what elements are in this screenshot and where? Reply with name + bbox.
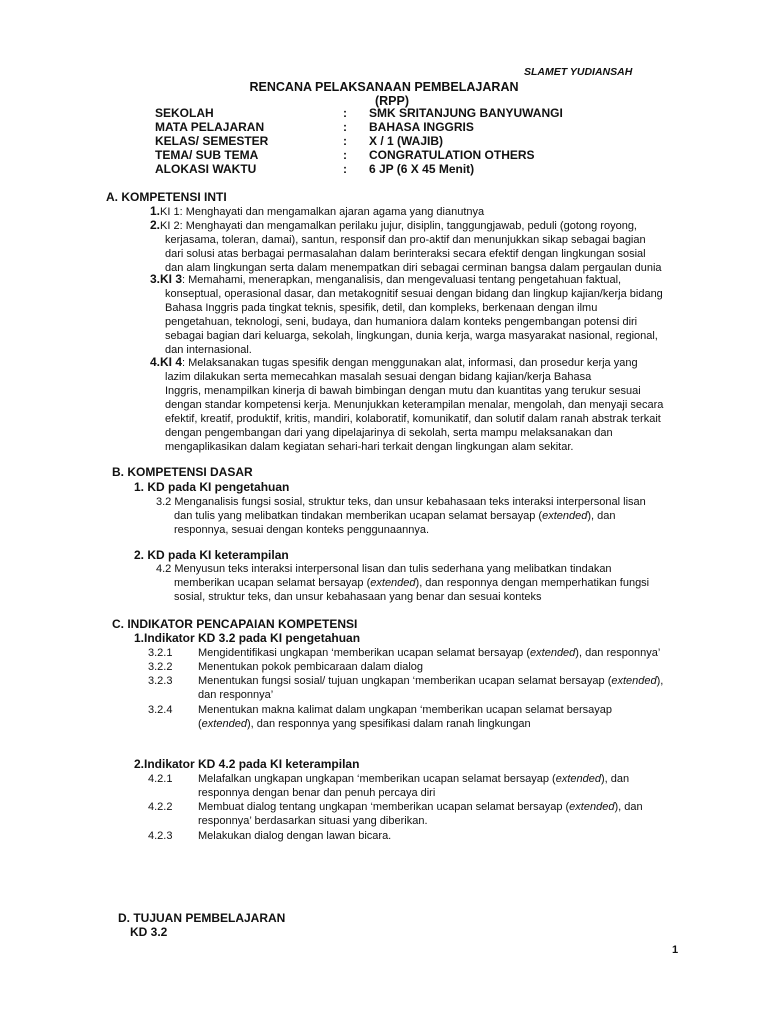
indicator-4-2-3: 4.2.3 Melakukan dialog dengan lawan bicara. xyxy=(148,830,392,842)
indicator-3-2-1: 3.2.1 Mengidentifikasi ungkapan ‘memberikan ucapan selamat bersayap (extended), dan responnya’ xyxy=(148,647,661,659)
info-row-school: SEKOLAH : SMK SRITANJUNG BANYUWANGI xyxy=(155,106,563,120)
indicator-skill-heading: 2.Indikator KD 4.2 pada KI keterampilan xyxy=(134,757,360,771)
section-a-heading: A. KOMPETENSI INTI xyxy=(106,190,227,204)
objective-kd-heading: KD 3.2 xyxy=(130,925,168,939)
ki-2: 2.KI 2: Menghayati dan mengamalkan perilaku jujur, disiplin, tanggungjawab, peduli (gotong royong, kerjasama, toleran, damai), santun, responsif dan pro-aktif dan menunjukkan sikap sebagai bagian dari solusi atas berbagai permasalahan dalam berinteraksi secara efektif dengan lingkungan sosial dan alam lingkungan serta dalam menempatkan diri sebagai cerminan bangsa dalam pergaulan dunia xyxy=(150,218,662,274)
ki-1: 1.KI 1: Menghayati dan mengamalkan ajaran agama yang dianutnya xyxy=(150,204,485,218)
document-title: RENCANA PELAKSANAAN PEMBELAJARAN xyxy=(249,80,519,94)
kd-4-2: 4.2 Menyusun teks interaksi interpersonal lisan dan tulis sederhana yang melibatkan tindakan memberikan ucapan selamat bersayap (extended), dan responnya dengan memperhatikan fungsi sosial, struktur teks, dan unsur kebahasaan yang benar dan sesuai konteks xyxy=(156,563,650,603)
indicator-3-2-2: 3.2.2 Menentukan pokok pembicaraan dalam dialog xyxy=(148,661,424,673)
ki-4: 4.KI 4: Melaksanakan tugas spesifik dengan menggunakan alat, informasi, dan prosedur kerja yang lazim dilakukan serta memecahkan masalah sesuai dengan bidang kajian/kerja Bahasa Inggris, menampilkan kinerja di bawah bimbingan dengan mutu dan kuantitas yang terukur sesuai dengan standar kompetensi kerja. Menunjukkan keterampilan menalar, mengolah, dan menyaji secara efektif, kreatif, produktif, kritis, mandiri, kolaboratif, komunikatif, dan solutif dalam ranah abstrak terkait dengan pengembangan dari yang dipelajarinya di sekolah, serta mampu melaksanakan dan mengaplikasikan dalam kegiatan sehari-hari terkait dengan lingkungan alam sekitar. xyxy=(150,355,664,453)
author-name: SLAMET YUDIANSAH xyxy=(524,66,633,78)
indicator-4-2-1: 4.2.1 Melafalkan ungkapan ungkapan ‘memberikan ucapan selamat bersayap (extended), dan responnya dengan benar dan penuh percaya diri xyxy=(148,773,630,799)
page-number: 1 xyxy=(672,944,679,956)
ki-3: 3.KI 3: Memahami, menerapkan, menganalisis, dan mengevaluasi tentang pengetahuan faktual, konseptual, operasional dasar, dan metakognitif sesuai dengan bidang dan lingkup kajian/kerja bidang Bahasa Inggris pada tingkat teknis, spesifik, detil, dan kompleks, berkenaan dengan ilmu pengetahuan, teknologi, seni, budaya, dan humaniora dalam konteks pengembangan potensi diri sebagai bagian dari keluarga, sekolah, lingkungan, dunia kerja, warga masyarakat nasional, regional, dan internasional. xyxy=(150,272,663,356)
section-b-heading: B. KOMPETENSI DASAR xyxy=(112,465,253,479)
info-row-subject: MATA PELAJARAN : BAHASA INGGRIS xyxy=(155,120,474,134)
kd-3-2: 3.2 Menganalisis fungsi sosial, struktur teks, dan unsur kebahasaan teks interaksi interpersonal lisan dan tulis yang melibatkan tindakan memberikan ucapan selamat bersayap (extended), dan responnya, sesuai dengan konteks penggunaannya. xyxy=(156,496,646,536)
indicator-knowledge-heading: 1.Indikator KD 3.2 pada KI pengetahuan xyxy=(134,631,361,645)
document-subtitle: (RPP) xyxy=(374,94,410,108)
kd-knowledge-heading: 1. KD pada KI pengetahuan xyxy=(134,480,290,494)
info-row-time: ALOKASI WAKTU : 6 JP (6 X 45 Menit) xyxy=(155,162,475,176)
info-row-theme: TEMA/ SUB TEMA : CONGRATULATION OTHERS xyxy=(155,148,535,162)
section-d-heading: D. TUJUAN PEMBELAJARAN xyxy=(118,911,286,925)
indicator-3-2-3: 3.2.3 Menentukan fungsi sosial/ tujuan ungkapan ‘memberikan ucapan selamat bersayap (extended), dan responnya’ xyxy=(148,675,664,701)
indicator-3-2-4: 3.2.4 Menentukan makna kalimat dalam ungkapan ‘memberikan ucapan selamat bersayap (extended), dan responnya yang spesifikasi dalam ranah lingkungan xyxy=(148,704,612,730)
section-c-heading: C. INDIKATOR PENCAPAIAN KOMPETENSI xyxy=(112,617,358,631)
indicator-4-2-2: 4.2.2 Membuat dialog tentang ungkapan ‘memberikan ucapan selamat bersayap (extended), dan responnya’ berdasarkan situasi yang diberikan. xyxy=(148,801,643,827)
kd-skill-heading: 2. KD pada KI keterampilan xyxy=(134,548,289,562)
info-row-class: KELAS/ SEMESTER : X / 1 (WAJIB) xyxy=(155,134,444,148)
